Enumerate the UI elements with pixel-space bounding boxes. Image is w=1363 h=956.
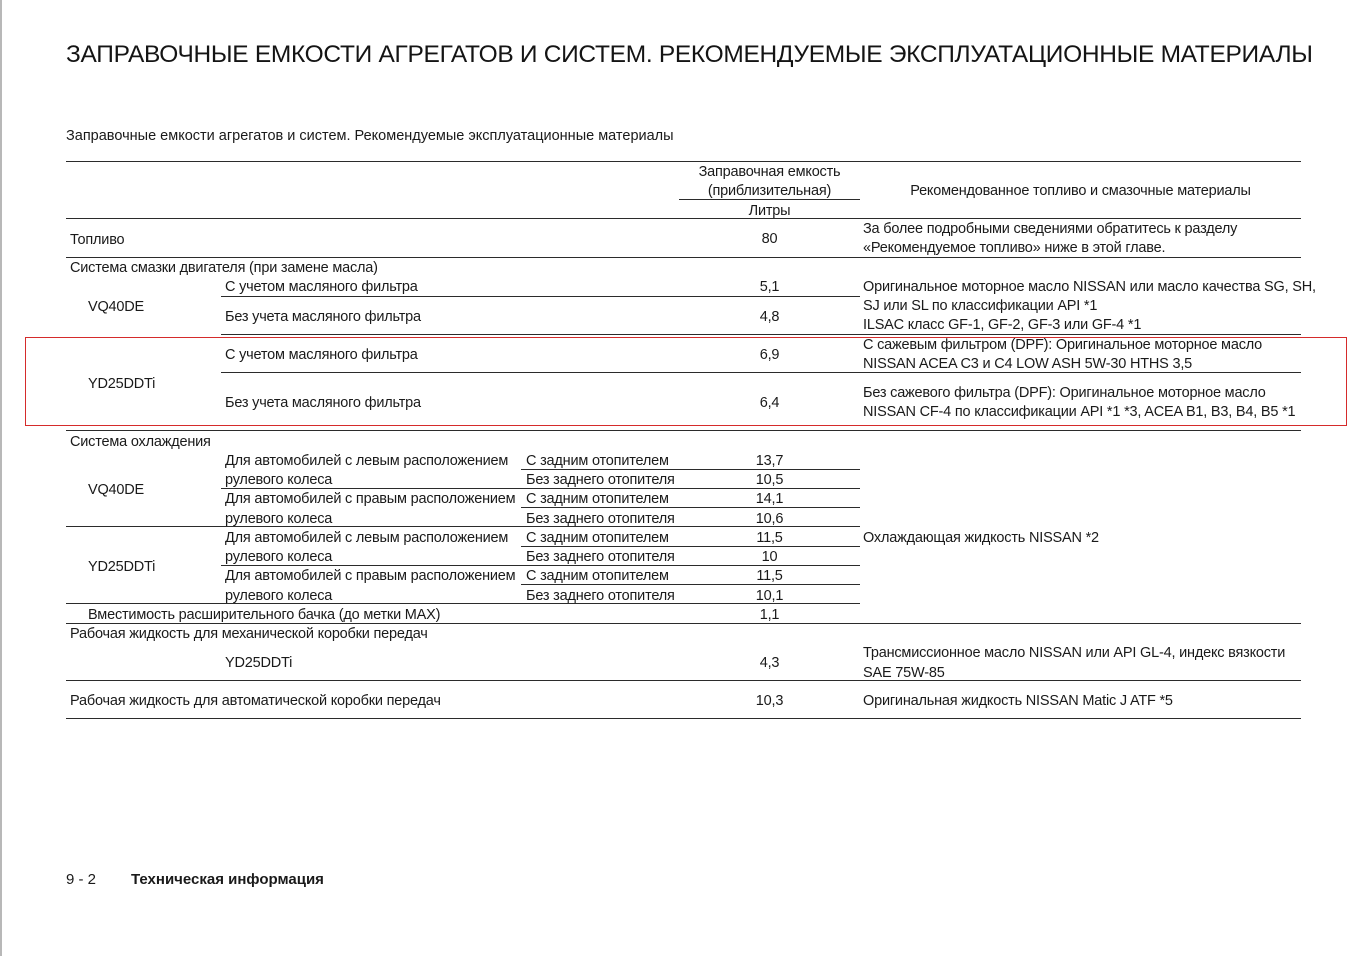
lube-vq-note-line3: ILSAC класс GF-1, GF-2, GF-3 или GF-4 *1: [863, 317, 1142, 333]
cooling-yd-lhd-with-value: 11,5: [756, 530, 783, 546]
cooling-reservoir-value: 1,1: [759, 607, 780, 623]
cooling-vq-rhd-without-value: 10,6: [755, 511, 784, 527]
automatic-label: Рабочая жидкость для автоматической коробки передач: [70, 693, 441, 709]
header-capacity-unit: Литры: [748, 203, 791, 219]
highlight-box: [25, 337, 1347, 426]
lube-yd-note1-line2: NISSAN ACEA C3 и C4 LOW ASH 5W-30 HTHS 3,5: [863, 356, 1193, 372]
lube-vq-without-filter-value: 4,8: [759, 309, 780, 325]
lube-yd-note2-line2: NISSAN CF-4 по классификации API *1 *3, ACEA B1, B3, B4, B5 *1: [863, 404, 1296, 420]
fuel-note-line2: «Рекомендуемое топливо» ниже в этой главе.: [863, 240, 1166, 256]
lube-vq-with-filter-value: 5,1: [759, 279, 780, 295]
manual-note-line1: Трансмиссионное масло NISSAN или API GL-4, индекс вязкости: [863, 645, 1286, 661]
cooling-yd-lhd-with: С задним отопителем: [526, 530, 669, 546]
rule-table-bottom: [66, 718, 1301, 719]
cooling-note: Охлаждающая жидкость NISSAN *2: [863, 530, 1099, 546]
cooling-vq-rhd-with-value: 14,1: [755, 491, 784, 507]
lube-vq-with-filter: С учетом масляного фильтра: [225, 279, 418, 295]
cooling-yd-rhd-with: С задним отопителем: [526, 568, 669, 584]
cooling-yd-lhd-without-value: 10: [761, 549, 778, 565]
cooling-yd-rhd-without: Без заднего отопителя: [526, 588, 675, 604]
cooling-label: Система охлаждения: [70, 434, 211, 450]
cooling-yd-rhd-with-value: 11,5: [756, 568, 783, 584]
fuel-note-line1: За более подробными сведениями обратитесь к разделу: [863, 221, 1238, 237]
cooling-yd-lhd-without: Без заднего отопителя: [526, 549, 675, 565]
cooling-vq-engine: VQ40DE: [88, 482, 145, 498]
cooling-vq-lhd-line1: Для автомобилей с левым расположением: [225, 453, 509, 469]
fuel-label: Топливо: [70, 232, 125, 248]
lube-yd-note1-line1: С сажевым фильтром (DPF): Оригинальное моторное масло: [863, 337, 1263, 353]
cooling-yd-rhd-without-value: 10,1: [755, 588, 784, 604]
cooling-vq-lhd-with-value: 13,7: [755, 453, 784, 469]
page-number: 9 - 2: [66, 871, 97, 888]
cooling-vq-rhd-without: Без заднего отопителя: [526, 511, 675, 527]
cooling-yd-lhd-line2: рулевого колеса: [225, 549, 333, 565]
cooling-vq-rhd-line2: рулевого колеса: [225, 511, 333, 527]
header-materials: Рекомендованное топливо и смазочные материалы: [910, 183, 1251, 199]
page-edge: [0, 0, 2, 956]
lube-vq-without-filter: Без учета масляного фильтра: [225, 309, 421, 325]
footer-section-title: Техническая информация: [131, 871, 324, 888]
fuel-value: 80: [761, 231, 778, 247]
cooling-vq-rhd-line1: Для автомобилей с правым расположением: [225, 491, 516, 507]
manual-note-line2: SAE 75W-85: [863, 665, 945, 681]
lube-yd-without-filter-value: 6,4: [759, 395, 780, 411]
cooling-vq-rhd-with: С задним отопителем: [526, 491, 669, 507]
cooling-vq-lhd-line2: рулевого колеса: [225, 472, 333, 488]
rule-manual-bottom: [66, 680, 1301, 681]
cooling-yd-lhd-line1: Для автомобилей с левым расположением: [225, 530, 509, 546]
header-capacity-line1: Заправочная емкость: [698, 164, 841, 180]
lube-vq-note-line1: Оригинальное моторное масло NISSAN или масло качества SG, SH,: [863, 279, 1316, 295]
lube-yd-engine: YD25DDTi: [88, 376, 156, 392]
rule-top: [66, 161, 1301, 162]
cooling-yd-engine: YD25DDTi: [88, 559, 156, 575]
cooling-yd-rhd-line2: рулевого колеса: [225, 588, 333, 604]
cooling-vq-lhd-with: С задним отопителем: [526, 453, 669, 469]
lube-vq-engine: VQ40DE: [88, 299, 145, 315]
lube-yd-with-filter-value: 6,9: [759, 347, 780, 363]
manual-value: 4,3: [759, 655, 780, 671]
table-caption: Заправочные емкости агрегатов и систем. Рекомендуемые эксплуатационные материалы: [66, 128, 674, 144]
page-title: ЗАПРАВОЧНЫЕ ЕМКОСТИ АГРЕГАТОВ И СИСТЕМ. РЕКОМЕНДУЕМЫЕ ЭКСПЛУАТАЦИОННЫЕ МАТЕРИАЛЫ: [66, 41, 1313, 68]
manual-engine: YD25DDTi: [225, 655, 293, 671]
rule-vq-bottom-a: [221, 334, 860, 335]
rule-vq-bottom-b: [860, 334, 1301, 335]
lube-label: Система смазки двигателя (при замене масла): [70, 260, 378, 276]
rule-vq-filter: [221, 296, 860, 297]
rule-fuel-bottom: [66, 257, 1301, 258]
cooling-vq-lhd-without-value: 10,5: [755, 472, 784, 488]
header-capacity-line2: (приблизительная): [707, 183, 832, 199]
automatic-note: Оригинальная жидкость NISSAN Matic J ATF *5: [863, 693, 1173, 709]
lube-yd-with-filter: С учетом масляного фильтра: [225, 347, 418, 363]
manual-label: Рабочая жидкость для механической коробки передач: [70, 626, 428, 642]
cooling-vq-lhd-without: Без заднего отопителя: [526, 472, 675, 488]
lube-vq-note-line2: SJ или SL по классификации API *1: [863, 298, 1098, 314]
cooling-reservoir-label: Вместимость расширительного бачка (до метки MAX): [88, 607, 441, 623]
lube-yd-without-filter: Без учета масляного фильтра: [225, 395, 421, 411]
automatic-value: 10,3: [755, 693, 784, 709]
lube-yd-note2-line1: Без сажевого фильтра (DPF): Оригинальное моторное масло: [863, 385, 1266, 401]
rule-lube-bottom: [66, 430, 1301, 431]
cooling-yd-rhd-line1: Для автомобилей с правым расположением: [225, 568, 516, 584]
